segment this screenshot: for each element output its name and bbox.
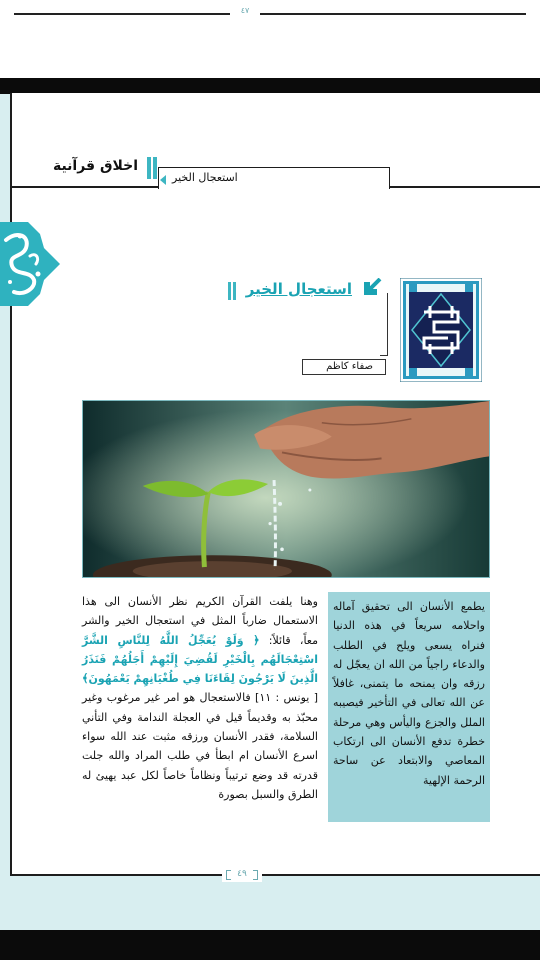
author-bracket-line: [387, 293, 388, 355]
main-paragraph: [82, 592, 318, 804]
main-text-column: [82, 592, 318, 828]
section-title: اخلاق قرآنية: [52, 158, 138, 174]
author-bracket-tick: [380, 355, 388, 356]
main-text-body: [ يونس : ١١] فالاستعجال هو امر غير مرغوب وغير محبّذ به وقديماً قيل في العجلة الندامة وفي التأني السلامة، فقدر الأنسان ورزقه مثبت عند الله سواء اسرع الأنسان ام ابطأ في طلب المراد والله جلت قدرته قد وضع ترتيباً ونظاماً خاصاً لكل عبد يهيئ له الطرق والسبل بصورة: [82, 691, 318, 801]
page-bottom-rule: [14, 13, 526, 15]
main-text-intro: وهنا يلفت القرآن الكريم نظر الأنسان الى هذا الاستعمال ضارباً المثل في استعجال الخير والشر معاً، قائلاً:: [82, 595, 319, 647]
intro-highlight-box: [328, 592, 490, 822]
title-bars-icon: [228, 282, 237, 300]
page-separator: [0, 78, 540, 94]
page-number: ٤٩: [222, 866, 262, 882]
section-bars-icon: [146, 157, 159, 179]
quran-verse: ﴿ وَلَوْ يُعَجِّلُ اللَّهُ لِلنَّاسِ الشَّرَّ اسْتِعْجَالَهُم بِالْخَيْرِ لَقُضِيَ إِلَيْهِمْ أَجَلُهُمْ فَنَذَرُ الَّذِينَ لَا يَرْجُونَ لِقَاءَنَا فِي طُغْيَانِهِمْ يَعْمَهُونَ﴾: [82, 633, 318, 686]
article-title: استعجال الخير: [245, 280, 352, 298]
header-subtitle: استعجال الخير: [172, 171, 238, 184]
calligraphy-ornament-icon: [0, 218, 64, 310]
previous-page-number: ٤٧: [230, 6, 260, 15]
seedling-watering-photo: [82, 400, 490, 578]
intro-paragraph: يطمع الأنسان الى تحقيق آماله واحلامه سريعاً في هذه الدنيا فنراه يسعى ويلح في الطلب والدعاء راجياً من الله ان يعجّل له رزقه وان يمنحه ما يتمنى، غافلاً عن الله تعالى في التأخير فيصيبه الملل والجزع واليأس وهي مرحلة خطرة تدفع الأنسان الى ارتكاب المعاصي والابتعاد عن ساحة الرحمة الإلهية: [333, 600, 485, 787]
subtitle-arrow-icon: [160, 175, 166, 185]
page-separator-bottom: [0, 930, 540, 960]
previous-page-footer: [0, 0, 540, 78]
title-arrow-icon: [362, 278, 382, 296]
islamic-pattern-logo-icon: [400, 278, 482, 382]
author-name: صفاء كاظم: [302, 359, 386, 375]
